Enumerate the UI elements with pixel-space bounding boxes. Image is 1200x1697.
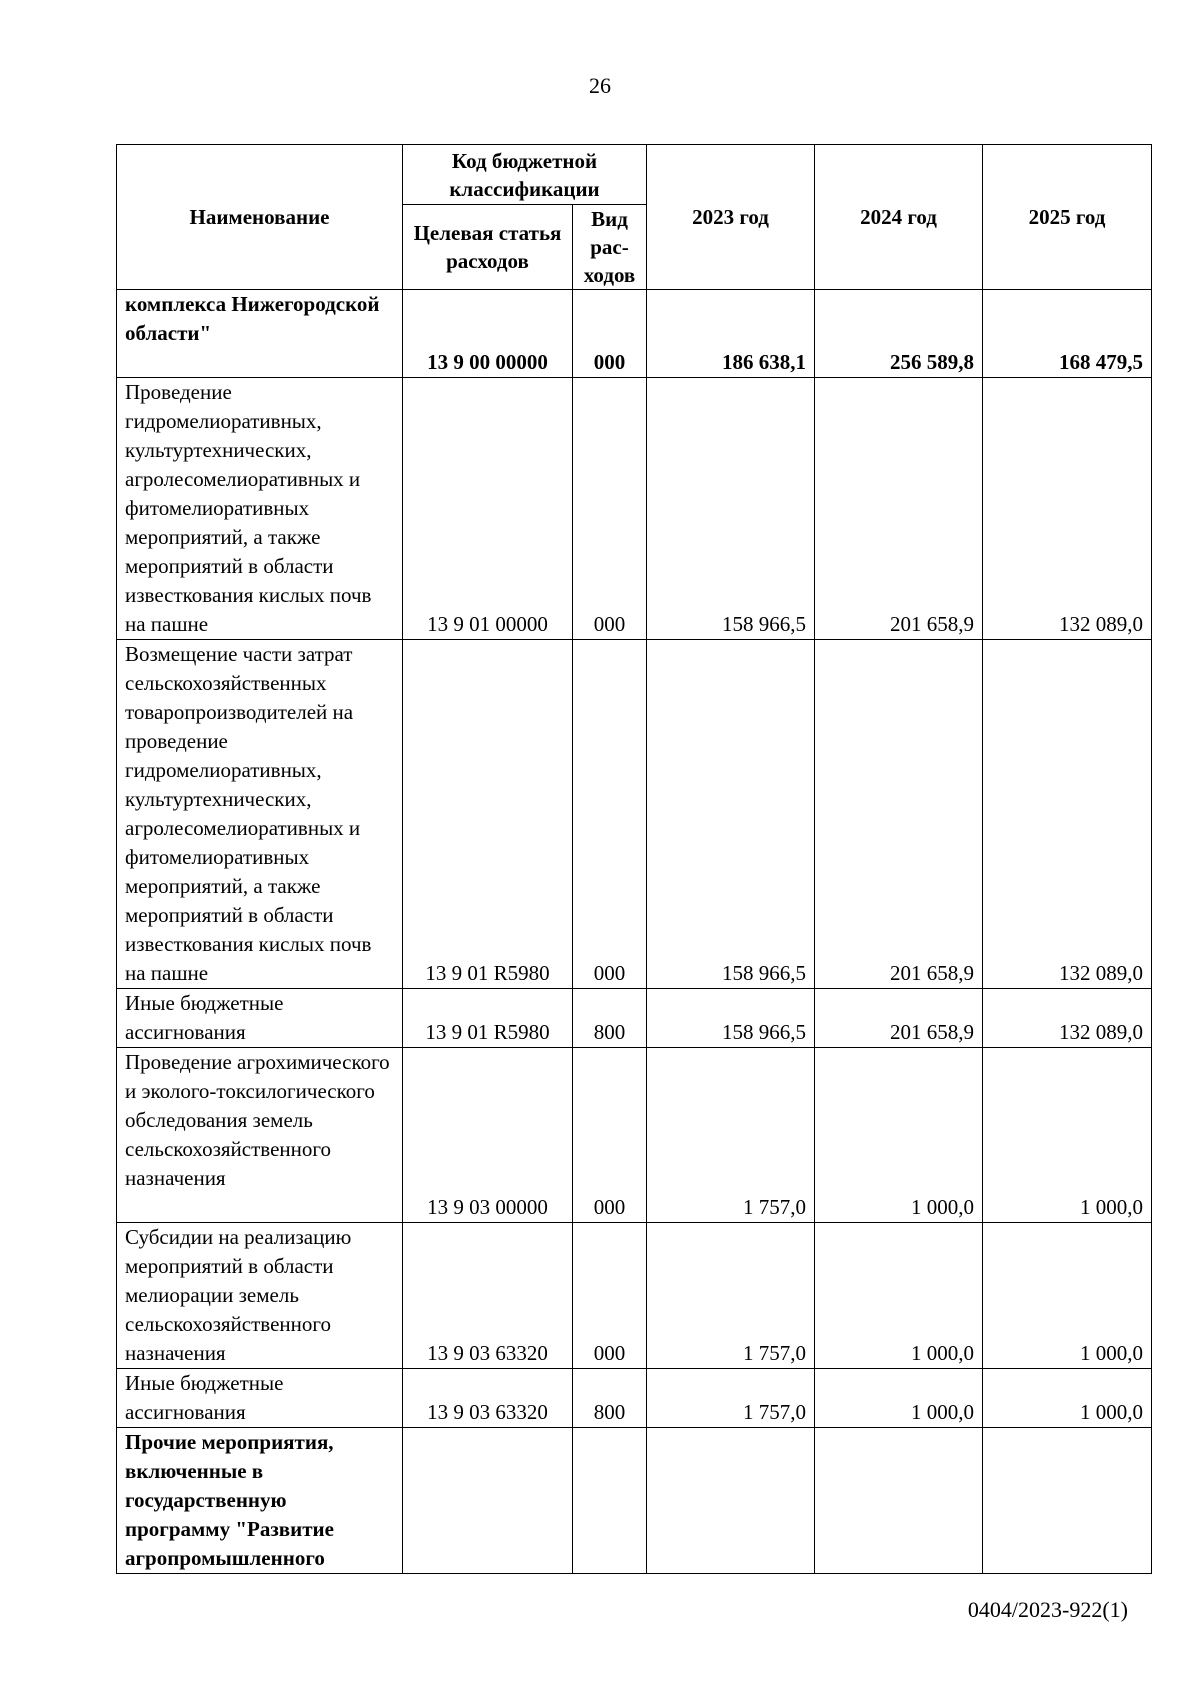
header-year-2023: 2023 год (647, 145, 815, 290)
row-target-code: 13 9 03 63320 (403, 1369, 573, 1428)
table-row (117, 1048, 1152, 1223)
row-target-code: 13 9 01 R5980 (403, 640, 573, 989)
row-amount-2025: 1 000,0 (983, 1369, 1152, 1428)
row-expense-kind (573, 1428, 647, 1574)
header-expense-kind: Вид рас-ходов (573, 205, 647, 290)
header-target-article: Целевая статья расходов (403, 205, 573, 290)
row-name: Субсидии на реализацию мероприятий в области мелиорации земель сельскохозяйственного назначения (117, 1223, 403, 1369)
row-amount-2025 (983, 1428, 1152, 1574)
table-row (117, 290, 1152, 378)
row-name: комплекса Нижегородской области" (117, 290, 403, 378)
row-amount-2025: 168 479,5 (983, 290, 1152, 378)
header-name: Наименование (117, 145, 403, 290)
row-name: Проведение гидромелиоративных, культуртехнических, агролесомелиоративных и фитомелиоративных мероприятий, а также мероприятий в области известкования кислых почв на пашне (117, 378, 403, 640)
row-expense-kind: 000 (573, 1223, 647, 1369)
row-amount-2024: 201 658,9 (815, 378, 983, 640)
row-amount-2024: 1 000,0 (815, 1369, 983, 1428)
table-row (117, 640, 1152, 989)
row-expense-kind: 800 (573, 989, 647, 1048)
row-target-code (403, 1428, 573, 1574)
row-name: Прочие мероприятия, включенные в государственную программу "Развитие агропромышленного (117, 1428, 403, 1574)
row-amount-2023: 1 757,0 (647, 1048, 815, 1223)
row-name: Иные бюджетные ассигнования (117, 989, 403, 1048)
table-row (117, 989, 1152, 1048)
row-amount-2024 (815, 1428, 983, 1574)
row-name: Иные бюджетные ассигнования (117, 1369, 403, 1428)
row-target-code: 13 9 01 R5980 (403, 989, 573, 1048)
row-target-code: 13 9 03 63320 (403, 1223, 573, 1369)
row-amount-2024: 256 589,8 (815, 290, 983, 378)
budget-table (116, 144, 1152, 1574)
page-number: 26 (589, 73, 611, 98)
header-budget-code: Код бюджетной классификации (403, 145, 647, 205)
row-amount-2023: 1 757,0 (647, 1369, 815, 1428)
row-name: Возмещение части затрат сельскохозяйственных товаропроизводителей на проведение гидромелиоративных, культуртехнических, агролесомелиоративных и фитомелиоративных мероприятий, а также мероприятий в области известкования кислых почв на пашне (117, 640, 403, 989)
row-amount-2024: 1 000,0 (815, 1048, 983, 1223)
row-name: Проведение агрохимического и эколого-токсилогического обследования земель сельскохозяйственного назначения (117, 1048, 403, 1223)
row-amount-2024: 201 658,9 (815, 640, 983, 989)
row-expense-kind: 800 (573, 1369, 647, 1428)
row-amount-2023: 1 757,0 (647, 1223, 815, 1369)
row-amount-2024: 1 000,0 (815, 1223, 983, 1369)
row-target-code: 13 9 03 00000 (403, 1048, 573, 1223)
row-target-code: 13 9 00 00000 (403, 290, 573, 378)
header-year-2024: 2024 год (815, 145, 983, 290)
row-amount-2025: 1 000,0 (983, 1223, 1152, 1369)
table-row (117, 1428, 1152, 1574)
table-row (117, 1223, 1152, 1369)
row-target-code: 13 9 01 00000 (403, 378, 573, 640)
row-amount-2023: 158 966,5 (647, 378, 815, 640)
row-amount-2023: 158 966,5 (647, 989, 815, 1048)
row-amount-2023 (647, 1428, 815, 1574)
row-amount-2025: 132 089,0 (983, 640, 1152, 989)
row-amount-2024: 201 658,9 (815, 989, 983, 1048)
header-year-2025: 2025 год (983, 145, 1152, 290)
row-amount-2023: 158 966,5 (647, 640, 815, 989)
table-row (117, 378, 1152, 640)
row-expense-kind: 000 (573, 640, 647, 989)
row-expense-kind: 000 (573, 290, 647, 378)
row-amount-2025: 132 089,0 (983, 989, 1152, 1048)
row-expense-kind: 000 (573, 1048, 647, 1223)
table-row (117, 1369, 1152, 1428)
row-amount-2025: 1 000,0 (983, 1048, 1152, 1223)
row-amount-2025: 132 089,0 (983, 378, 1152, 640)
document-code: 0404/2023-922(1) (967, 1597, 1128, 1622)
row-amount-2023: 186 638,1 (647, 290, 815, 378)
row-expense-kind: 000 (573, 378, 647, 640)
